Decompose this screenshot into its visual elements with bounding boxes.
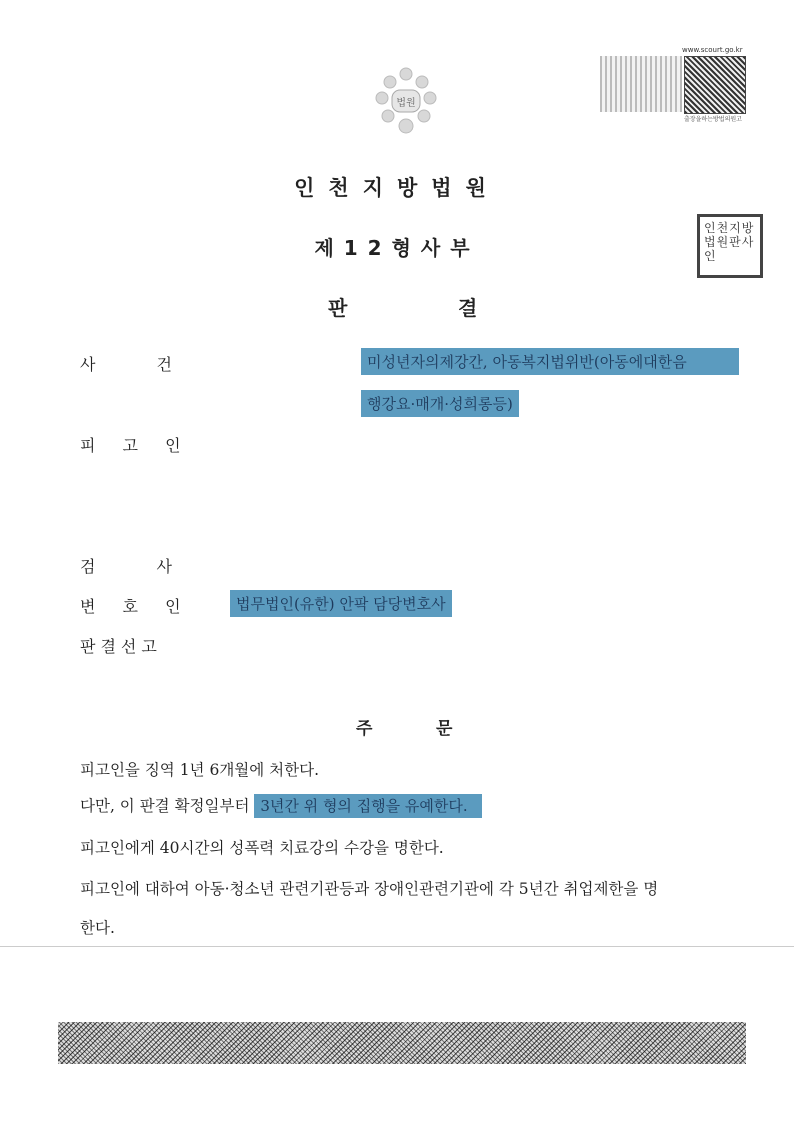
court-emblem [372,64,440,136]
case-label: 사 건 [80,355,172,374]
defendant-label: 피 고 인 [80,436,181,455]
order-title-right: 문 [436,719,453,739]
order-line-3: 피고인에게 40시간의 성폭력 치료강의 수강을 명한다. [80,839,444,857]
qr-code [684,56,746,114]
order-title-left: 주 [356,719,373,739]
case-value-line1: 미성년자의제강간, 아동복지법위반(아동에대한음 [361,348,739,375]
order-line-1: 피고인을 징역 1년 6개월에 처한다. [80,761,320,779]
order-line-2-highlight: 3년간 위 형의 집행을 유예한다. [254,794,481,818]
division-name: 제12형사부 [314,236,480,260]
case-value-line2: 행강요·매개·성희롱등) [361,390,519,417]
document-type-right: 결 [458,296,478,320]
court-seal [697,214,763,278]
barcode-url: www.scourt.go.kr [682,46,743,54]
seal-text: 인천지방법원판사인 [704,221,755,263]
order-title [356,714,456,738]
order-line-4: 피고인에 대하여 아동·청소년 관련기관등과 장애인관련기관에 각 5년간 취업제한을 명 [80,880,659,898]
counsel-label: 변 호 인 [80,597,181,616]
prosecutor-label: 검 사 [80,557,172,576]
emblem-text: 법원 [396,98,416,109]
redacted-strip [58,1022,746,1064]
barcode-image [600,56,682,112]
court-name: 인천지방법원 [294,176,500,200]
document-type-left: 판 [328,296,348,320]
order-line-5: 한다. [80,919,115,937]
order-line-2-prefix: 다만, 이 판결 확정일부터 [80,797,250,815]
barcode-caption: 출장을하는방법의원고 [684,116,742,123]
order-line-2 [80,794,482,816]
barcode-block [600,46,746,124]
page-rule [0,946,794,947]
counsel-value: 법무법인(유한) 안팍 담당변호사 [230,590,452,617]
sentencing-label: 판결선고 [80,637,162,656]
